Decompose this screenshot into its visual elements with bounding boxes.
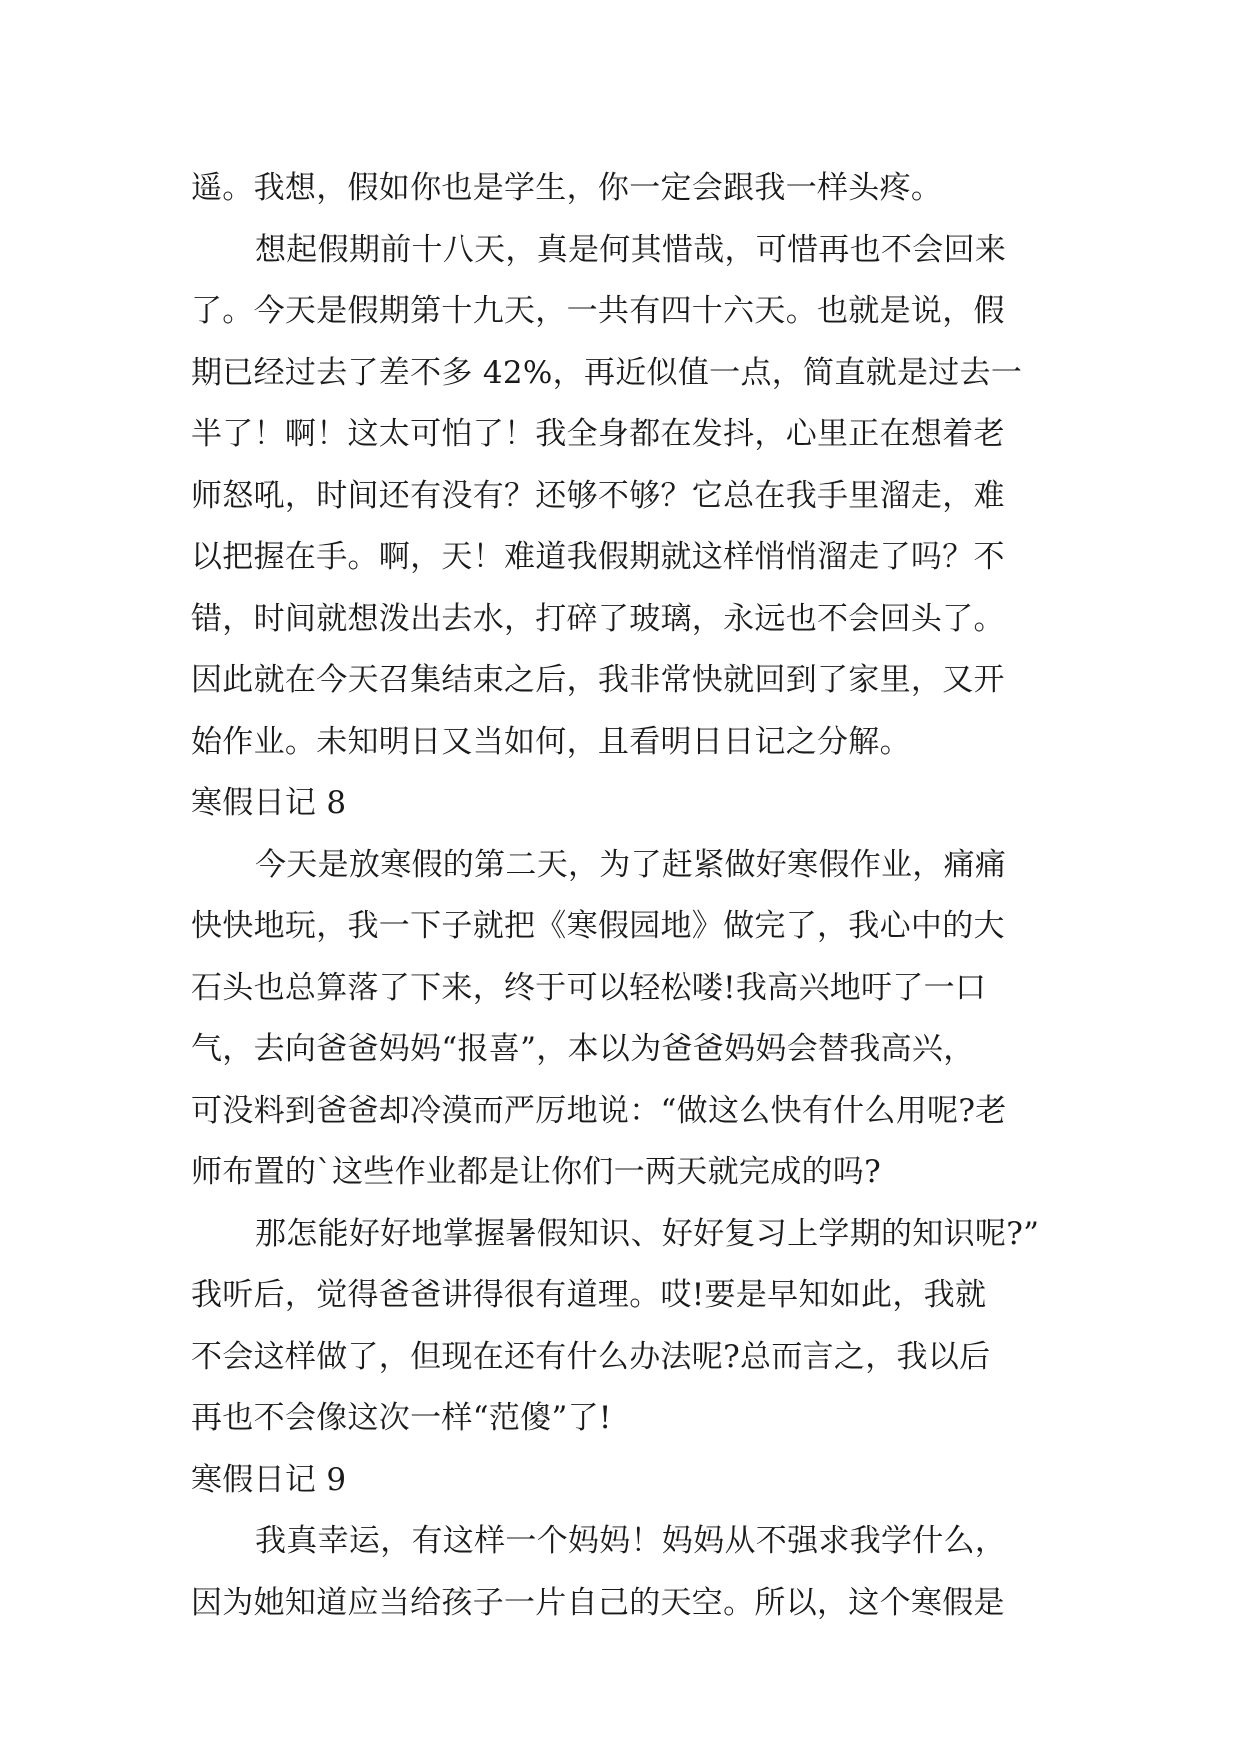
text-line: 以把握在手。啊，天！难道我假期就这样悄悄溜走了吗？不 [191,539,1005,575]
text-line: 遥。我想，假如你也是学生，你一定会跟我一样头疼。 [191,170,943,206]
text-line: 气，去向爸爸妈妈“报喜”，本以为爸爸妈妈会替我高兴， [191,1031,975,1067]
text-line: 快快地玩，我一下子就把《寒假园地》做完了，我心中的大 [191,908,1005,944]
text-line: 始作业。未知明日又当如何，且看明日日记之分解。 [191,723,911,760]
text-line: 因此就在今天召集结束之后，我非常快就回到了家里，又开 [191,662,1005,698]
text-line: 期已经过去了差不多 42%，再近似值一点，简直就是过去一 [191,354,1023,391]
text-line: 错，时间就想泼出去水，打碎了玻璃，永远也不会回头了。 [191,600,1005,637]
paragraph-first-line: 想起假期前十八天，真是何其惜哉，可惜再也不会回来 [255,231,1007,268]
paragraph-first-line: 我真幸运，有这样一个妈妈！妈妈从不强求我学什么， [255,1523,1007,1559]
text-line: 可没料到爸爸却冷漠而严厉地说：“做这么快有什么用呢?老 [191,1092,1007,1129]
text-line: 因为她知道应当给孩子一片自己的天空。所以，这个寒假是 [191,1584,1005,1621]
paragraph-first-line: 那怎能好好地掌握暑假知识、好好复习上学期的知识呢?” [255,1215,1040,1252]
section-heading: 寒假日记 9 [191,1461,347,1498]
text-line: 我听后，觉得爸爸讲得很有道理。哎!要是早知如此，我就 [191,1277,987,1313]
text-line: 师布置的`这些作业都是让你们一两天就完成的吗? [191,1154,882,1190]
section-heading: 寒假日记 8 [191,785,347,821]
text-line: 石头也总算落了下来，终于可以轻松喽!我高兴地吁了一口 [191,969,987,1006]
text-line: 再也不会像这次一样“范傻”了! [191,1400,612,1436]
document-page [191,158,1061,1634]
text-line: 师怒吼，时间还有没有？还够不够？它总在我手里溜走，难 [191,477,1005,514]
text-line: 不会这样做了，但现在还有什么办法呢?总而言之，我以后 [191,1338,991,1375]
text-line: 半了！啊！这太可怕了！我全身都在发抖，心里正在想着老 [191,416,1005,452]
text-line: 了。今天是假期第十九天，一共有四十六天。也就是说，假 [191,293,1005,329]
paragraph-first-line: 今天是放寒假的第二天，为了赶紧做好寒假作业，痛痛 [255,846,1007,883]
